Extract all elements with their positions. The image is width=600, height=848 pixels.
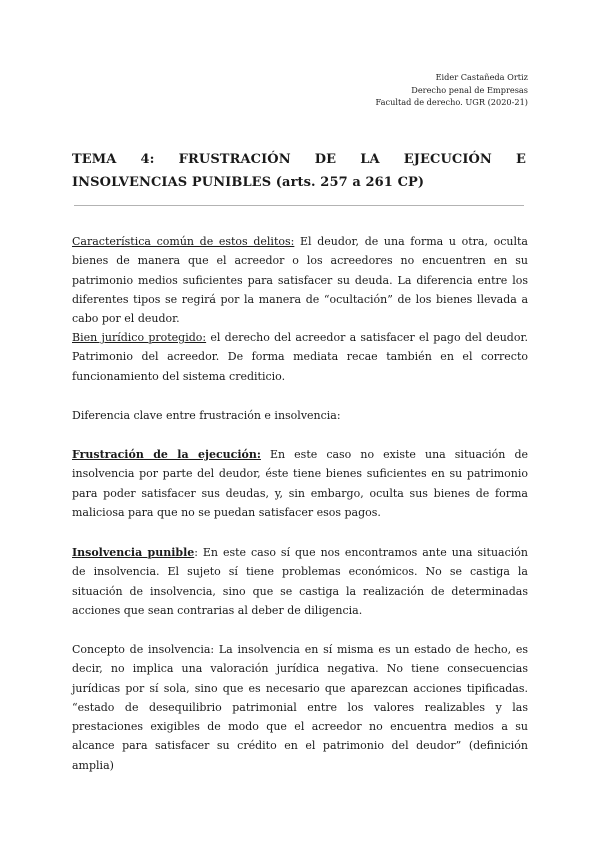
paragraph-caracteristica [72,232,528,328]
author-name: Eider Castañeda Ortiz [435,72,528,82]
paragraph-insolvencia [72,543,528,620]
bien-juridico-text: el derecho del acreedor a satisfacer el pago del deudor. Patrimonio del acreedor. De forma mediata recae también en el correcto funcionamiento del sistema crediticio. [72,331,528,383]
insolvencia-label: Insolvencia punible [72,546,195,559]
frustracion-label: Frustración de la ejecución: [72,448,261,461]
caracteristica-text: El deudor, de una forma u otra, oculta bienes de manera que el acreedor o los acreedores no encuentren en su patrimonio medios suficientes para satisfacer su deuda. La diferencia entre los diferentes tipos se regirá por la manera de “ocultación” de los bienes llevada a cabo por el deudor. [72,235,528,326]
frustracion-text: En este caso no existe una situación de insolvencia por parte del deudor, éste tiene bienes suficientes en su patrimonio para poder satisfacer sus deudas, y, sin embargo, oculta sus bienes de forma maliciosa para que no se puedan satisfacer esos pagos. [72,448,528,519]
course-name: Derecho penal de Empresas [411,84,528,95]
paragraph-diferencia: Diferencia clave entre frustración e insolvencia: [72,409,341,422]
paragraph-concepto: Concepto de insolvencia: La insolvencia en sí misma es un estado de hecho, es decir, no implica una valoración jurídica negativa. No tiene consecuencias jurídicas por sí sola, sino que es necesario que aparezcan acciones tipificadas. “estado de desequilibrio patrimonial entre los valores realizables y las prestaciones exigibles de modo que el acreedor no encuentra medios a su alcance para satisfacer su crédito en el patrimonio del deudor” (definición amplia) [72,643,528,772]
title-divider [74,205,524,206]
insolvencia-text: : En este caso sí que nos encontramos ante una situación de insolvencia. El sujeto sí tiene problemas económicos. No se castiga la situación de insolvencia, sino que se castiga la realización de determinadas acciones que sean contrarias al deber de diligencia. [72,546,528,617]
document-header [376,71,529,109]
document-title: TEMA 4: FRUSTRACIÓN DE LA EJECUCIÓN E INSOLVENCIAS PUNIBLES (arts. 257 a 261 CP) [72,152,526,190]
faculty-name: Facultad de derecho. UGR (2020-21) [375,97,528,108]
paragraph-frustracion [72,445,528,522]
caracteristica-label: Característica común de estos delitos: [72,235,295,248]
paragraph-bien-juridico [72,328,528,386]
bien-juridico-label: Bien jurídico protegido: [72,331,207,344]
